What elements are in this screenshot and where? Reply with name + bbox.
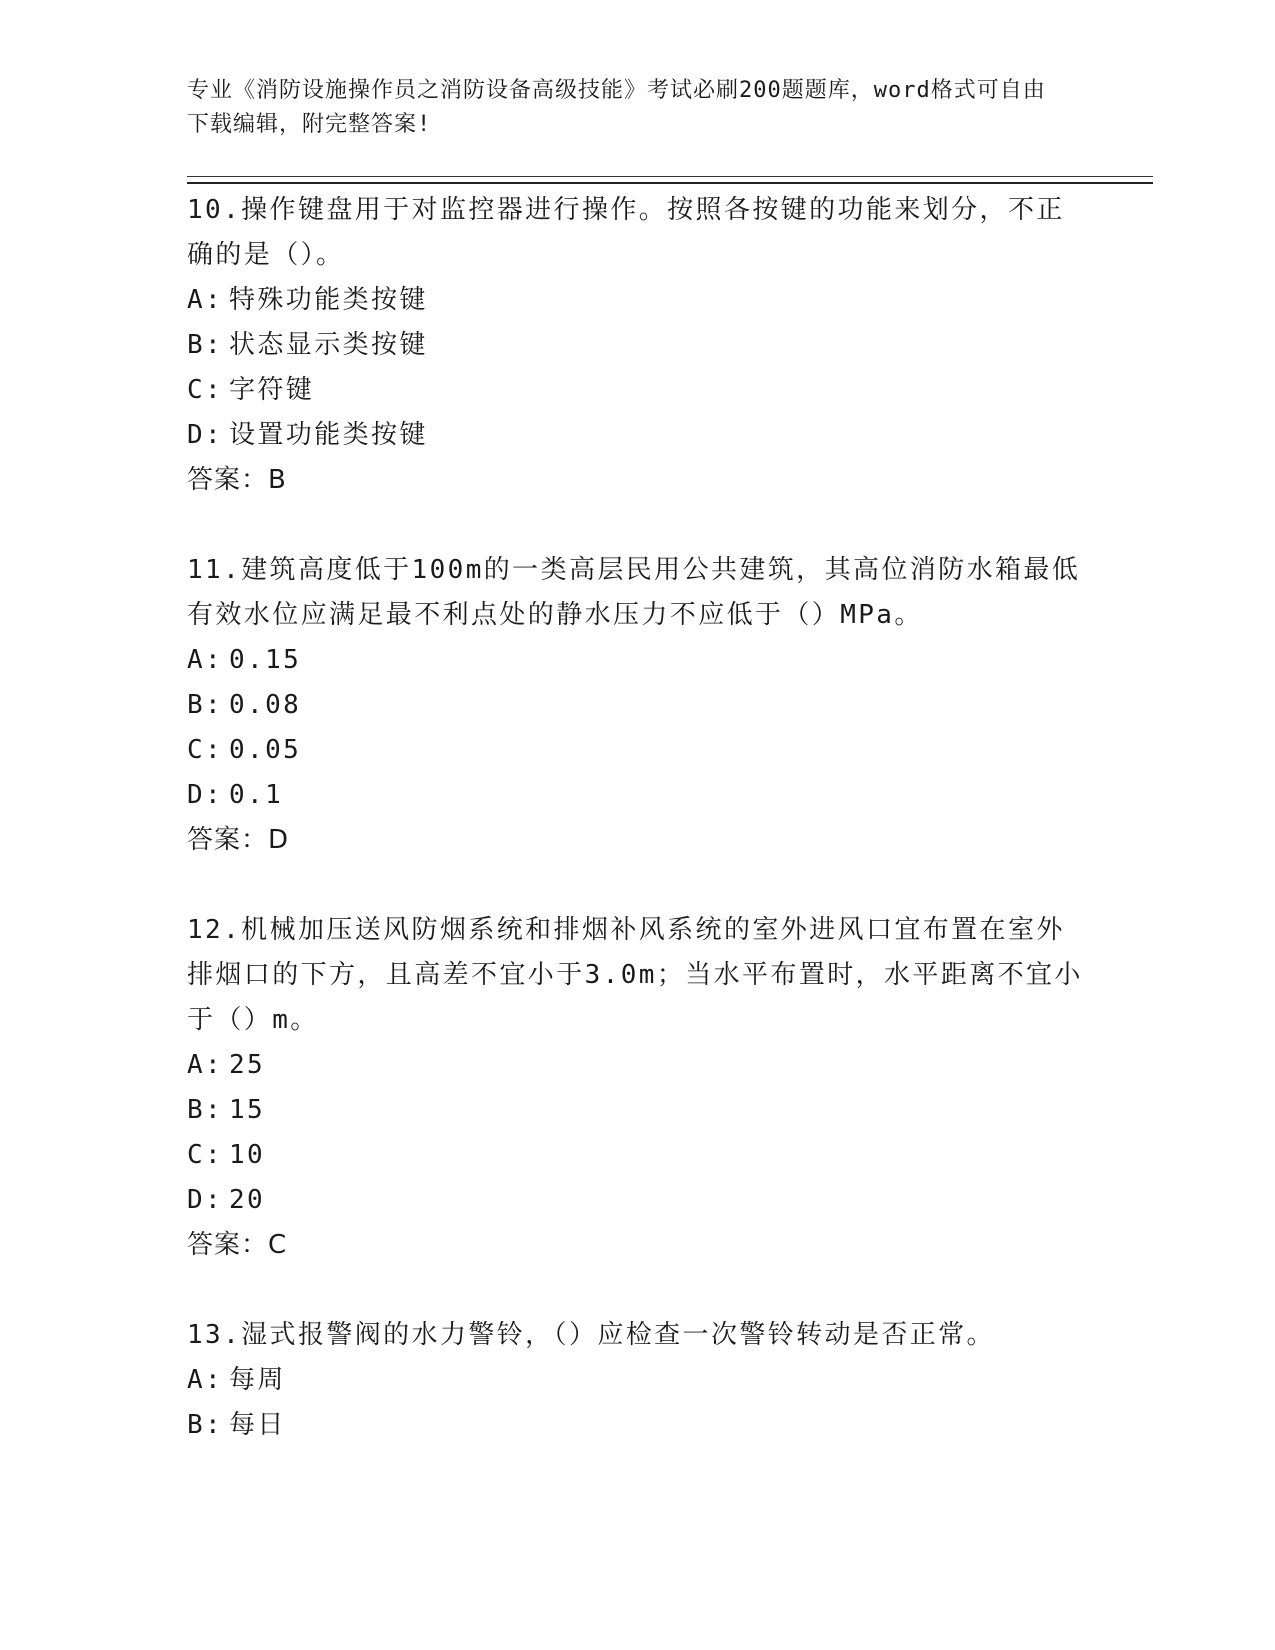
document-header [187, 74, 1067, 142]
question-text: 10.操作键盘用于对监控器进行操作。按照各按键的功能来划分，不正确的是（）。 [187, 195, 1065, 270]
header-divider-thin [187, 176, 1153, 177]
option-letter: C: [187, 735, 224, 765]
option-letter: D: [187, 420, 224, 450]
header-divider-thick [187, 182, 1153, 184]
question-12 [187, 908, 1087, 1268]
option-letter: B: [187, 1410, 224, 1440]
question-spacer [187, 1268, 1087, 1313]
option-text: 10 [229, 1140, 266, 1170]
option-c [187, 728, 1087, 773]
option-text: 每日 [229, 1410, 286, 1440]
option-letter: B: [187, 1095, 224, 1125]
option-text: 0.1 [229, 780, 284, 810]
option-text: 0.15 [229, 645, 302, 675]
option-a [187, 638, 1087, 683]
option-a [187, 1358, 1087, 1403]
option-letter: B: [187, 690, 224, 720]
answer-line: 答案：D [187, 825, 290, 855]
option-text: 20 [229, 1185, 266, 1215]
answer-line: 答案：C [187, 1230, 288, 1260]
question-text: 13.湿式报警阀的水力警铃，（）应检查一次警铃转动是否正常。 [187, 1320, 995, 1350]
option-letter: A: [187, 1365, 224, 1395]
option-text: 15 [229, 1095, 266, 1125]
question-11 [187, 548, 1087, 863]
option-text: 字符键 [229, 375, 315, 405]
option-letter: D: [187, 780, 224, 810]
option-c [187, 368, 1087, 413]
question-10 [187, 188, 1087, 503]
option-b [187, 1403, 1087, 1448]
question-13 [187, 1313, 1087, 1448]
option-text: 每周 [229, 1365, 286, 1395]
option-letter: D: [187, 1185, 224, 1215]
option-text: 设置功能类按键 [229, 420, 428, 450]
option-text: 状态显示类按键 [229, 330, 428, 360]
question-spacer [187, 863, 1087, 908]
option-letter: A: [187, 645, 224, 675]
option-text: 特殊功能类按键 [229, 285, 428, 315]
option-a [187, 278, 1087, 323]
option-letter: A: [187, 285, 224, 315]
option-text: 25 [229, 1050, 266, 1080]
option-letter: C: [187, 375, 224, 405]
option-text: 0.08 [229, 690, 302, 720]
question-text: 12.机械加压送风防烟系统和排烟补风系统的室外进风口宜布置在室外排烟口的下方，且高差不宜小于3.0m；当水平布置时，水平距离不宜小于（）m。 [187, 915, 1083, 1035]
option-b [187, 1088, 1087, 1133]
option-d [187, 1178, 1087, 1223]
option-letter: C: [187, 1140, 224, 1170]
option-b [187, 683, 1087, 728]
answer-line: 答案：B [187, 465, 287, 495]
question-text: 11.建筑高度低于100m的一类高层民用公共建筑，其高位消防水箱最低有效水位应满足最不利点处的静水压力不应低于（）MPa。 [187, 555, 1081, 630]
question-list [187, 188, 1087, 1448]
option-c [187, 1133, 1087, 1178]
option-a [187, 1043, 1087, 1088]
option-d [187, 413, 1087, 458]
option-letter: A: [187, 1050, 224, 1080]
option-text: 0.05 [229, 735, 302, 765]
option-d [187, 773, 1087, 818]
option-b [187, 323, 1087, 368]
question-spacer [187, 503, 1087, 548]
option-letter: B: [187, 330, 224, 360]
header-intro-text: 专业《消防设施操作员之消防设备高级技能》考试必刷200题题库，word格式可自由下载编辑，附完整答案! [187, 78, 1046, 137]
